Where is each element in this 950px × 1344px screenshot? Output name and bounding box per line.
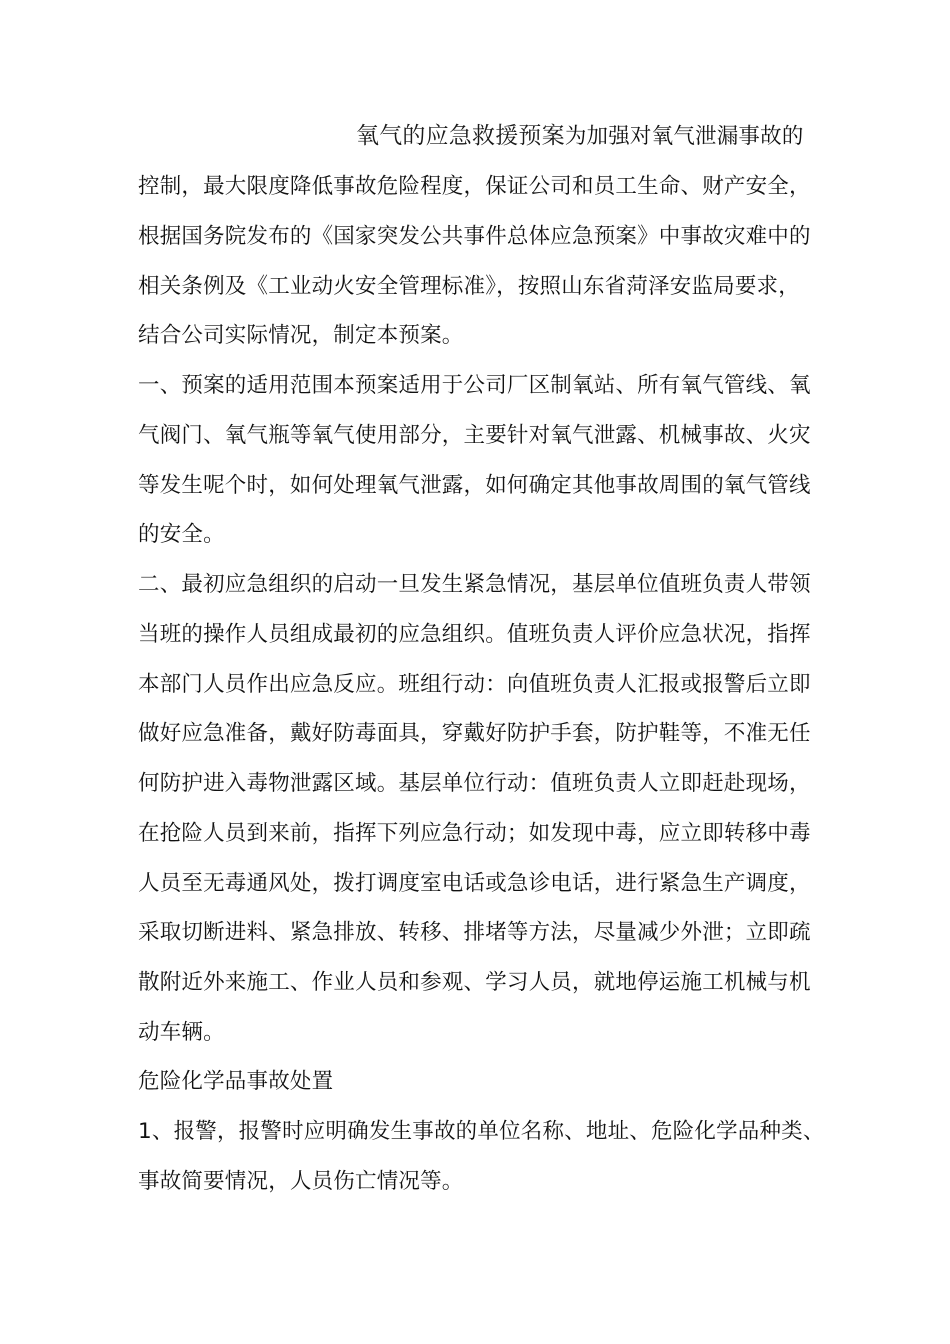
section-heading-line: 一、预案的适用范围本预案适用于公司厂区制氧站、所有氧气管线、氧 — [138, 373, 811, 398]
paragraph-line: 控制，最大限度降低事故危险程度，保证公司和员工生命、财产安全， — [138, 174, 811, 199]
paragraph-line: 结合公司实际情况，制定本预案。 — [138, 323, 464, 348]
paragraph-line: 本部门人员作出应急反应。班组行动：向值班负责人汇报或报警后立即 — [138, 672, 811, 697]
paragraph-line: 等发生呢个时，如何处理氧气泄露，如何确定其他事故周围的氧气管线 — [138, 473, 811, 498]
subsection-heading: 危险化学品事故处置 — [138, 1069, 334, 1094]
paragraph-line: 人员至无毒通风处，拨打调度室电话或急诊电话，进行紧急生产调度， — [138, 871, 811, 896]
intro-text: 为加强对氧气泄漏事故的 — [564, 124, 804, 149]
paragraph-line: 当班的操作人员组成最初的应急组织。值班负责人评价应急状况，指挥 — [138, 622, 811, 647]
paragraph-line: 气阀门、氧气瓶等氧气使用部分，主要针对氧气泄露、机械事故、火灾 — [138, 423, 811, 448]
paragraph-line: 根据国务院发布的《国家突发公共事件总体应急预案》中事故灾难中的 — [138, 224, 811, 249]
document-title: 氧气的应急救援预案 — [356, 123, 565, 149]
section-heading-line: 二、最初应急组织的启动一旦发生紧急情况，基层单位值班负责人带领 — [138, 572, 811, 597]
paragraph-line: 做好应急准备，戴好防毒面具，穿戴好防护手套，防护鞋等，不准无任 — [138, 721, 811, 746]
paragraph-line: 散附近外来施工、作业人员和参观、学习人员，就地停运施工机械与机 — [138, 970, 811, 995]
paragraph-line: 相关条例及《工业动火安全管理标准》，按照山东省菏泽安监局要求， — [138, 274, 800, 299]
paragraph-line: 的安全。 — [138, 522, 225, 547]
title-line — [356, 122, 804, 151]
paragraph-line: 在抢险人员到来前，指挥下列应急行动；如发现中毒，应立即转移中毒 — [138, 821, 811, 846]
paragraph-line: 何防护进入毒物泄露区域。基层单位行动：值班负责人立即赶赴现场， — [138, 771, 811, 796]
paragraph-line: 动车辆。 — [138, 1020, 225, 1045]
list-item-line: 事故简要情况，人员伤亡情况等。 — [138, 1169, 464, 1194]
list-item-line: 1、报警，报警时应明确发生事故的单位名称、地址、危险化学品种类、 — [138, 1119, 825, 1144]
paragraph-line: 采取切断进料、紧急排放、转移、排堵等方法，尽量减少外泄；立即疏 — [138, 920, 811, 945]
